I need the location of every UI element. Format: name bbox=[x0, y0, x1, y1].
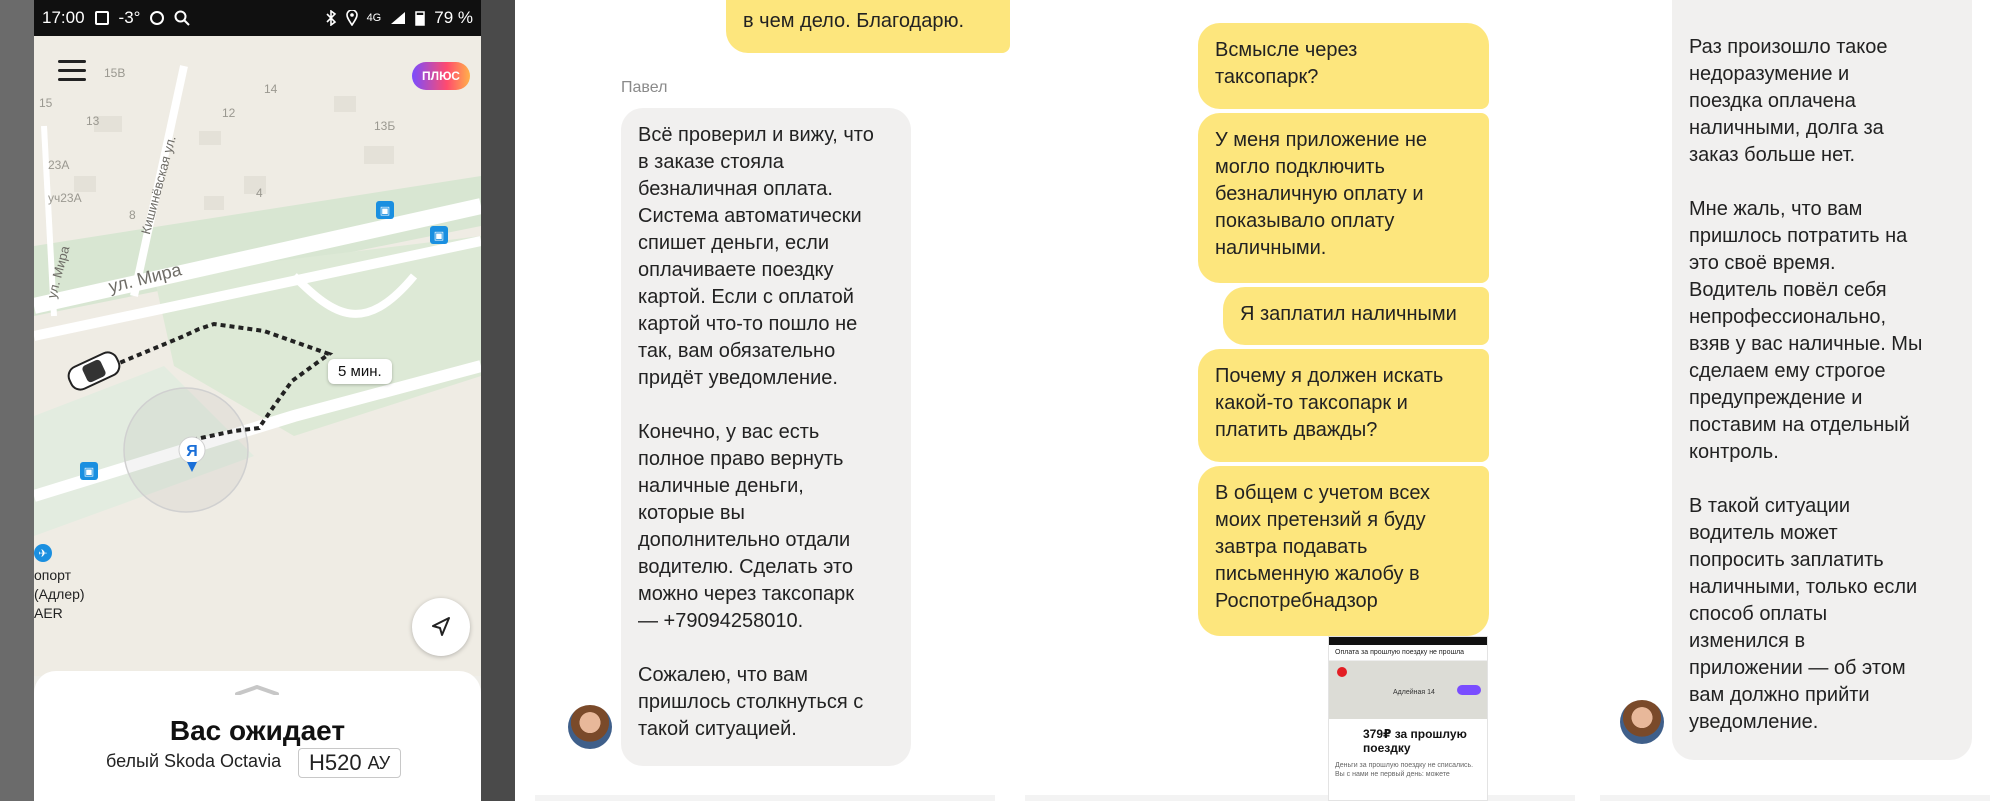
house-number: 13Б bbox=[374, 119, 396, 133]
plus-badge[interactable]: ПЛЮС bbox=[412, 62, 470, 90]
car-description: белый Skoda Octavia bbox=[106, 751, 282, 771]
airport-label bbox=[34, 566, 85, 623]
menu-button[interactable] bbox=[58, 60, 86, 82]
divider bbox=[1600, 795, 1990, 801]
network-type: 4G bbox=[366, 12, 382, 24]
street-label: ул. Мира bbox=[44, 244, 73, 300]
battery-icon bbox=[415, 10, 425, 26]
status-temperature: -3° bbox=[118, 8, 141, 27]
message-bubble-outgoing: В общем с учетом всех моих претензий я буду завтра подавать письменную жалобу в Роспотребнадзор bbox=[1198, 466, 1489, 636]
signal-icon bbox=[390, 11, 406, 25]
license-plate bbox=[298, 748, 401, 778]
divider bbox=[1025, 795, 1575, 801]
avatar bbox=[1620, 700, 1664, 744]
notification-icon bbox=[95, 11, 109, 25]
house-number: 14 bbox=[264, 82, 278, 96]
message-bubble-outgoing: Всмысле через таксопарк? bbox=[1198, 23, 1489, 109]
message-bubble-outgoing: Почему я должен искать какой-то таксопарк и платить дважды? bbox=[1198, 349, 1489, 462]
house-number: 15B bbox=[104, 66, 126, 80]
location-icon bbox=[346, 10, 358, 26]
bus-stop-icon: ▣ bbox=[80, 462, 98, 480]
message-bubble-outgoing: Я заплатил наличными bbox=[1223, 287, 1489, 345]
sheet-title: Вас ожидает bbox=[169, 715, 346, 746]
house-number: 15 bbox=[39, 96, 53, 110]
screenshot-attachment[interactable] bbox=[1328, 636, 1488, 801]
chat-panel-3 bbox=[1590, 0, 2000, 801]
locate-me-button[interactable] bbox=[412, 598, 470, 656]
street-label: ул. Мира bbox=[106, 259, 184, 297]
attachment-status-bar bbox=[1329, 637, 1487, 645]
street-label: Кишинёвская ул. bbox=[138, 133, 179, 236]
house-number: 23A bbox=[48, 158, 70, 172]
plate-suffix: АУ bbox=[367, 752, 391, 773]
search-icon bbox=[174, 10, 190, 26]
airport-line: (Адлер) bbox=[34, 586, 85, 602]
chat-panel-2 bbox=[1010, 0, 1590, 801]
bluetooth-icon bbox=[325, 10, 337, 26]
plus-badge bbox=[1457, 685, 1481, 695]
plate-number: Н520 bbox=[309, 750, 362, 775]
bus-stop-icon: ▣ bbox=[430, 226, 448, 244]
chevron-up-icon[interactable] bbox=[235, 685, 279, 695]
ride-status-sheet[interactable] bbox=[34, 671, 481, 801]
chat-panel-1 bbox=[515, 0, 1010, 801]
navigation-arrow-icon bbox=[429, 615, 453, 639]
status-bar bbox=[34, 0, 481, 36]
pickup-pin-icon bbox=[177, 436, 207, 476]
svg-text:Я: Я bbox=[186, 443, 198, 460]
house-number: уч23А bbox=[48, 191, 82, 205]
attachment-header: Оплата за прошлую поездку не прошла bbox=[1329, 645, 1487, 661]
airport-line: AER bbox=[34, 605, 63, 621]
house-number: 12 bbox=[222, 106, 236, 120]
airport-icon: ✈ bbox=[34, 544, 52, 562]
sender-name: Павел bbox=[621, 79, 668, 96]
phone-bezel bbox=[0, 0, 34, 801]
phone-screen bbox=[34, 0, 481, 801]
map-view[interactable] bbox=[34, 36, 481, 676]
avatar bbox=[568, 705, 612, 749]
eta-label: 5 мин. bbox=[328, 359, 392, 384]
message-bubble-incoming: Раз произошло такое недоразумение и поездка оплачена наличными, долга за заказ больше нет. Мне жаль, что вам пришлось потратить на это своё время. Водитель повёл себя непрофессионально, взяв у вас наличные. Мы сделаем ему строгое предупреждение и поставим на отдельный контроль. В такой ситуации водитель может попросить заплатить наличными, только если способ оплаты изменился в приложении — об этом вам должно прийти уведомление. bbox=[1672, 0, 1972, 760]
message-bubble-outgoing: У меня приложение не могло подключить безналичную оплату и показывало оплату наличными. bbox=[1198, 113, 1489, 283]
attachment-address: Адлейная 14 bbox=[1393, 689, 1435, 696]
alert-icon bbox=[1337, 667, 1347, 677]
house-number: 8 bbox=[129, 208, 136, 222]
shield-icon bbox=[150, 11, 164, 25]
message-bubble-outgoing: в чем дело. Благодарю. bbox=[726, 0, 1010, 53]
phone-frame bbox=[0, 0, 515, 801]
message-bubble-incoming: Всё проверил и вижу, что в заказе стояла безналичная оплата. Система автоматически спишет деньги, если оплачиваете поездку картой. Если с оплатой картой что-то пошло не так, вам обязательно придёт уведомление. Конечно, у вас есть полное право вернуть наличные деньги, которые вы дополнительно отдали водителю. Сделать это можно через таксопарк — +79094258010. Сожалею, что вам пришлось столкнуться с такой ситуацией. bbox=[621, 108, 911, 766]
battery-percent: 79 % bbox=[434, 8, 473, 27]
divider bbox=[535, 795, 995, 801]
attachment-amount: 379₽ за прошлую поездку bbox=[1363, 727, 1467, 755]
status-time: 17:00 bbox=[42, 8, 85, 27]
airport-line: опорт bbox=[34, 567, 72, 583]
bus-stop-icon: ▣ bbox=[376, 201, 394, 219]
map-canvas bbox=[34, 36, 481, 676]
house-number: 13 bbox=[86, 114, 100, 128]
attachment-note: Деньги за прошлую поездку не списались. Вы с нами не первый день: можете bbox=[1335, 762, 1474, 778]
attachment-map bbox=[1329, 661, 1487, 719]
house-number: 4 bbox=[256, 186, 263, 200]
